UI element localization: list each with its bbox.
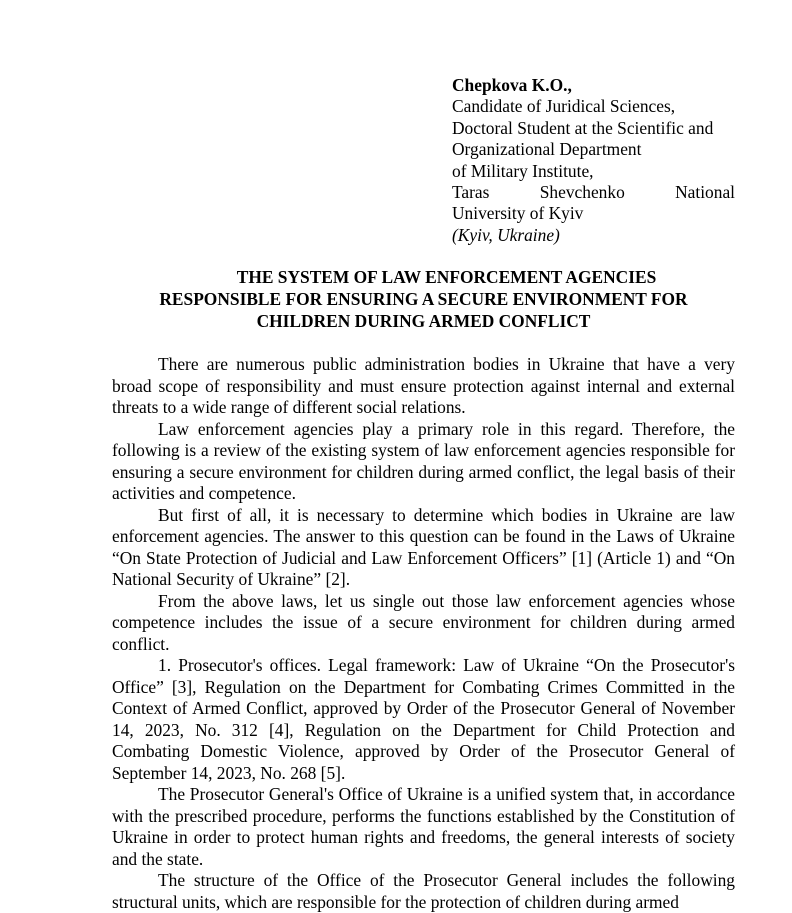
body-paragraph: The structure of the Office of the Prosecutor General includes the following structural units, which are responsible for the protection of children during armed — [112, 870, 735, 912]
body-paragraph: There are numerous public administration bodies in Ukraine that have a very broad scope of responsibility and must ensure protection against internal and external threats to a wide range of different social relations. — [112, 354, 735, 417]
body-paragraph: But first of all, it is necessary to determine which bodies in Ukraine are law enforcement agencies. The answer to this question can be found in the Laws of Ukraine “On State Protection of Judicial and Law Enforcement Officers” [1] (Article 1) and “On National Security of Ukraine” [2]. — [112, 504, 735, 589]
author-university-line-2: University of Kyiv — [452, 203, 584, 224]
author-position-line-1: Doctoral Student at the Scientific and — [452, 117, 714, 138]
author-position-line-3: of Military Institute, — [452, 160, 594, 181]
body-paragraph: From the above laws, let us single out those law enforcement agencies whose competence includes the issue of a secure environment for children during armed conflict. — [112, 590, 735, 654]
body-paragraph: The Prosecutor General's Office of Ukraine is a unified system that, in accordance with the prescribed procedure, performs the functions established by the Constitution of Ukraine in order to protect human rights and freedoms, the general interests of society and the state. — [112, 784, 735, 869]
author-location: (Kyiv, Ukraine) — [452, 224, 560, 245]
author-name: Chepkova K.O., — [452, 75, 572, 95]
paper-title — [112, 267, 735, 332]
title-line-3: CHILDREN DURING ARMED CONFLICT — [256, 310, 591, 331]
author-university-line-1: Taras Shevchenko National — [452, 182, 735, 203]
title-line-1: THE SYSTEM OF LAW ENFORCEMENT AGENCIES — [236, 267, 657, 287]
author-position-line-2: Organizational Department — [452, 139, 642, 160]
body-paragraph: Law enforcement agencies play a primary role in this regard. Therefore, the following is a review of the existing system of law enforcement agencies responsible for ensuring a secure environment for children during armed conflict, the legal basis of their activities and competence. — [112, 418, 735, 503]
author-block — [452, 75, 735, 246]
paper-body — [112, 354, 735, 913]
author-degree: Candidate of Juridical Sciences, — [452, 96, 676, 117]
title-line-2: RESPONSIBLE FOR ENSURING A SECURE ENVIRONMENT FOR — [159, 288, 688, 309]
body-paragraph: 1. Prosecutor's offices. Legal framework: Law of Ukraine “On the Prosecutor's Office” [3], Regulation on the Department for Combating Crimes Committed in the Context of Armed Conflict, approved by Order of the Prosecutor General of November 14, 2023, No. 312 [4], Regulation on the Department for Child Protection and Combating Domestic Violence, approved by Order of the Prosecutor General of September 14, 2023, No. 268 [5]. — [112, 655, 735, 783]
